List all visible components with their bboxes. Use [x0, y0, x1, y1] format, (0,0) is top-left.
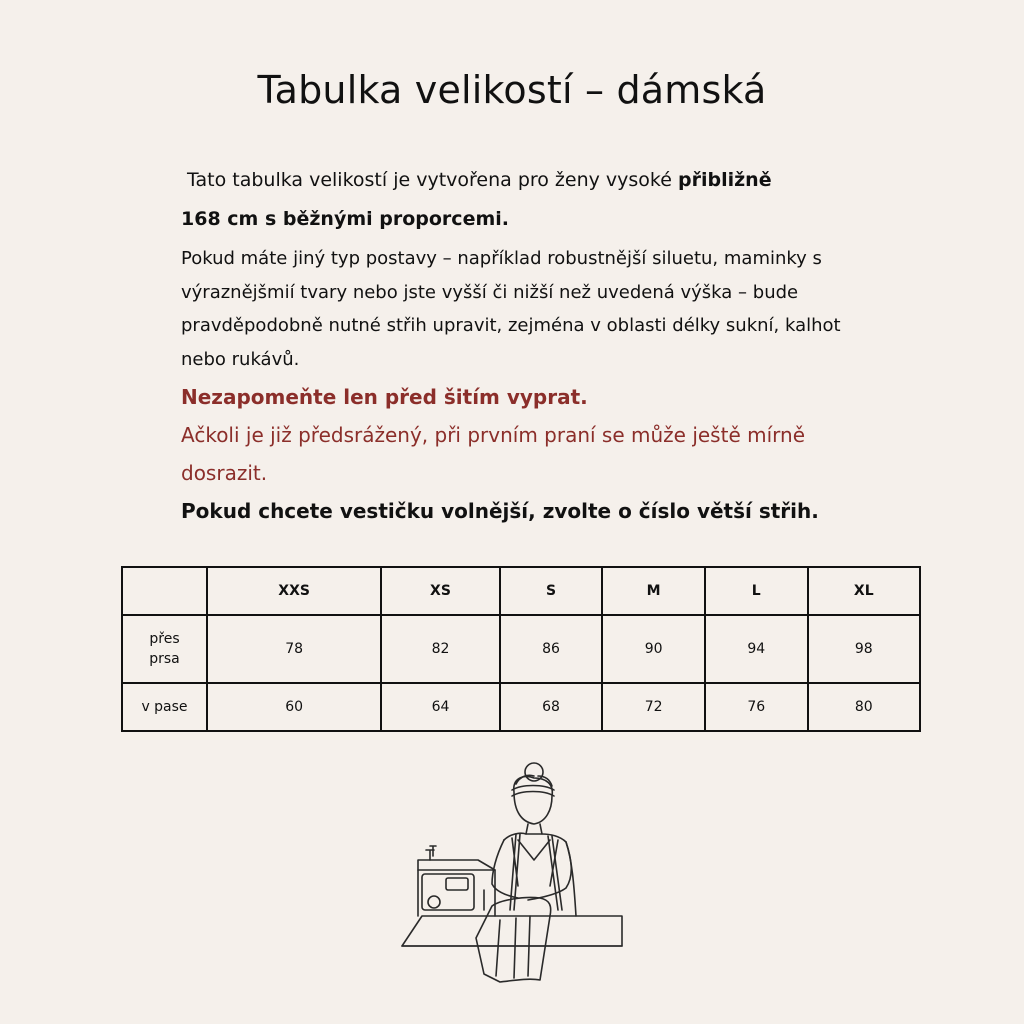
intro-line-1-bold: přibližně [678, 169, 772, 191]
table-header-cell: XL [808, 567, 920, 615]
intro-body: Pokud máte jiný typ postavy – například robustnější siluetu, maminky s výraznějšmií tvary nebo jste vyšší či nižší než uvedená výška – bude pravděpodobně nutné střih upravit, zejména v oblasti délky sukní, kalhot nebo rukávů. [181, 248, 841, 370]
machine-head [422, 874, 474, 910]
wash-warning-title: Nezapomeňte len před šitím vyprat. [181, 385, 588, 409]
machine-dial [428, 896, 440, 908]
fabric-fold [496, 916, 530, 978]
intro-text [181, 160, 861, 530]
table-cell: 94 [705, 615, 808, 683]
row-label-waist: v pase [122, 683, 207, 731]
intro-line-1 [181, 160, 861, 200]
table-header-row [122, 567, 920, 615]
head [514, 777, 553, 824]
table-cell: 78 [207, 615, 381, 683]
table-header-cell: XS [381, 567, 499, 615]
table-cell: 60 [207, 683, 381, 731]
table-outline [402, 916, 622, 946]
machine-spool [426, 846, 436, 860]
table-cell: 80 [808, 683, 920, 731]
table-cell: 86 [500, 615, 603, 683]
table-header-cell: L [705, 567, 808, 615]
table-row [122, 615, 920, 683]
intro-line-2: 168 cm s běžnými proporcemi. [181, 208, 509, 230]
size-table [121, 566, 921, 732]
table-cell: 98 [808, 615, 920, 683]
headband [512, 786, 554, 797]
table-row [122, 683, 920, 731]
table-header-cell: S [500, 567, 603, 615]
neck [526, 824, 542, 834]
table-cell: 68 [500, 683, 603, 731]
wash-warning-text: Ačkoli je již předsrážený, při prvním praní se může ještě mírně dosrazit. [181, 423, 805, 485]
machine-arm [418, 860, 495, 870]
page-title: Tabulka velikostí – dámská [257, 68, 767, 112]
table-cell: 72 [602, 683, 705, 731]
table-cell: 76 [705, 683, 808, 731]
table-header-cell [122, 567, 207, 615]
neckline [518, 840, 550, 860]
row-label-chest [122, 615, 207, 683]
table-header-cell: M [602, 567, 705, 615]
machine-panel [446, 878, 468, 890]
row-label-chest-text: přes prsa [149, 631, 180, 667]
size-tip: Pokud chcete vestičku volnější, zvolte o číslo větší střih. [181, 499, 819, 523]
table-cell: 82 [381, 615, 499, 683]
woman-sewing-machine-illustration [400, 760, 630, 990]
table-cell: 64 [381, 683, 499, 731]
intro-line-1-text: Tato tabulka velikostí je vytvořena pro ženy vysoké [181, 169, 678, 191]
table-cell: 90 [602, 615, 705, 683]
table-header-cell: XXS [207, 567, 381, 615]
